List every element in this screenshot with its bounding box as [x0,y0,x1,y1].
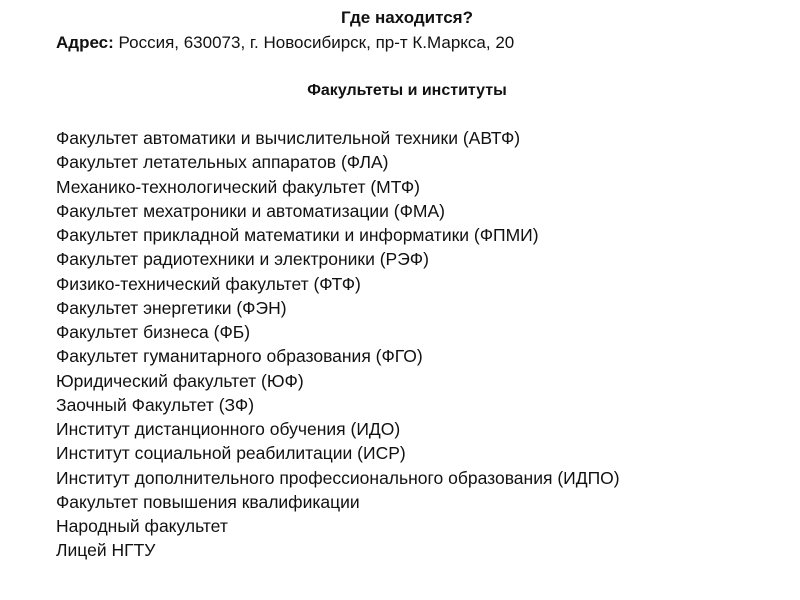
faculty-item: Факультет энергетики (ФЭН) [56,297,287,318]
faculty-item: Лицей НГТУ [56,540,156,561]
faculty-item: Факультет повышения квалификации [56,491,360,512]
faculty-item: Факультет мехатроники и автоматизации (ФМА) [56,200,445,221]
faculty-item: Механико-технологический факультет (МТФ) [56,176,420,197]
faculty-item: Факультет бизнеса (ФБ) [56,322,251,342]
address-line [56,33,514,53]
faculty-item: Народный факультет [56,516,228,536]
faculty-item: Юридический факультет (ЮФ) [56,370,304,391]
address-value: Россия, 630073, г. Новосибирск, пр-т К.Маркса, 20 [113,33,515,52]
faculty-item: Физико-технический факультет (ФТФ) [56,273,361,294]
section-heading: Факультеты и институты [307,82,507,99]
faculty-item: Институт дополнительного профессионального образования (ИДПО) [56,467,620,488]
address-label: Адрес: [56,33,114,52]
faculty-item: Факультет гуманитарного образования (ФГО) [56,346,423,367]
faculty-item: Институт дистанционного обучения (ИДО) [56,419,401,439]
faculty-item: Факультет автоматики и вычислительной техники (АВТФ) [56,128,521,148]
faculty-list [56,126,620,563]
faculty-item: Факультет радиотехники и электроники (РЭФ) [56,249,429,270]
faculty-item: Заочный Факультет (ЗФ) [56,394,255,415]
page-title: Где находится? [341,8,473,27]
faculty-item: Факультет летательных аппаратов (ФЛА) [56,152,389,173]
faculty-item: Институт социальной реабилитации (ИСР) [56,443,406,464]
faculty-item: Факультет прикладной математики и информатики (ФПМИ) [56,225,539,245]
